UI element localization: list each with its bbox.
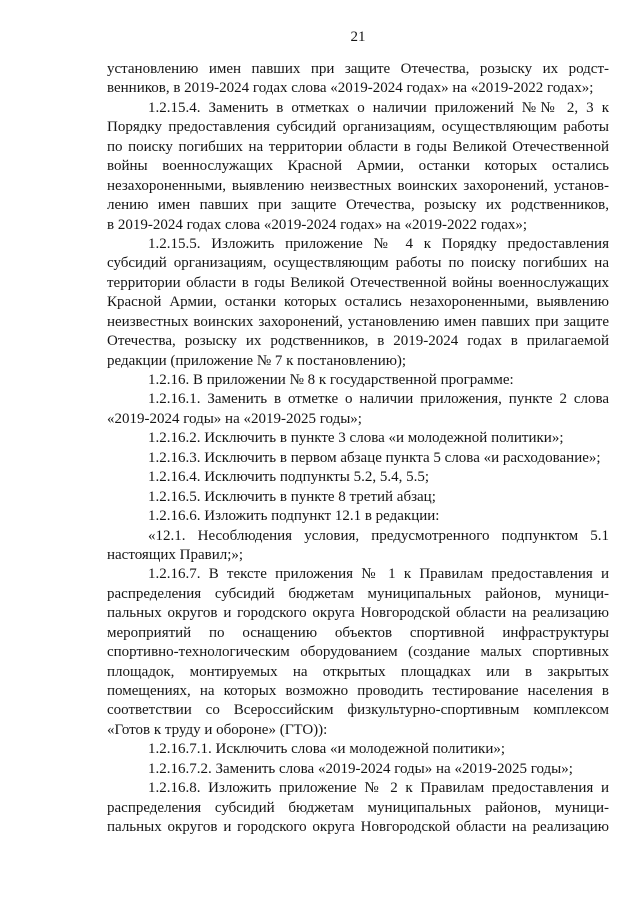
text-line: «2019-2024 годы» на «2019-2025 годы»; <box>107 410 362 427</box>
text-line: 1.2.16.7. В тексте приложения № 1 к Правилам предоставления и <box>148 566 609 583</box>
text-line: территории области в годы Великой Отечественной войны военнослужащих <box>107 274 609 291</box>
text-line: по поиску погибших на территории области в годы Великой Отечественной <box>107 138 609 155</box>
text-line: неизвестных воинских захоронений, установлению имен павших при защите <box>107 313 609 330</box>
text-line: незахороненными, выявлению неизвестных воинских захоронений, установ- <box>107 177 609 194</box>
paragraph <box>107 235 609 371</box>
page-number: 21 <box>350 29 366 45</box>
text-line: 1.2.16.3. Исключить в первом абзаце пункта 5 слова «и расходование»; <box>148 449 601 466</box>
paragraph <box>107 390 609 429</box>
text-line: установлению имен павших при защите Отечества, розыску их родст- <box>107 61 609 77</box>
text-line: 1.2.16.8. Изложить приложение № 2 к Правилам предоставления и <box>148 780 609 797</box>
text-line: настоящих Правил;»; <box>107 546 244 563</box>
paragraph <box>107 449 609 468</box>
paragraph <box>107 468 609 487</box>
text-line: 1.2.16.1. Заменить в отметке о наличии приложения, пункте 2 слова <box>148 391 609 408</box>
text-line: помещениях, на которых возможно проводить тестирование населения в <box>107 683 609 699</box>
text-line: 1.2.16.6. Изложить подпункт 12.1 в редакции: <box>148 508 440 525</box>
text-line: «12.1. Несоблюдения условия, предусмотренного подпунктом 5.1 <box>148 527 609 544</box>
text-line: Отечества, розыску их родственников, в 2019-2024 годах в прилагаемой <box>107 333 609 350</box>
text-line: 1.2.16.5. Исключить в пункте 8 третий абзац; <box>148 488 436 505</box>
text-line: 1.2.16.7.2. Заменить слова «2019-2024 годы» на «2019-2025 годы»; <box>148 760 573 777</box>
paragraph-continuation <box>107 60 609 99</box>
text-line: венников, в 2019-2024 годах слова «2019-2024 годах» на «2019-2022 годах»; <box>107 80 594 97</box>
text-line: спортивно-технологическим оборудованием (создание малых спортивных <box>107 644 609 661</box>
text-line: Порядку предоставления субсидий организациям, осуществляющим работы <box>107 119 609 136</box>
paragraph <box>107 760 609 779</box>
text-line: 1.2.16.2. Исключить в пункте 3 слова «и молодежной политики»; <box>148 430 564 447</box>
paragraph <box>107 99 609 235</box>
text-line: «Готов к труду и обороне» (ГТО)): <box>107 721 328 738</box>
paragraph <box>107 565 609 740</box>
text-line: соответствии со Всероссийским физкультурно-спортивным комплексом <box>107 702 609 719</box>
paragraph <box>107 740 609 759</box>
text-line: 1.2.16. В приложении № 8 к государственной программе: <box>148 372 514 388</box>
text-line: площадок, монтируемых на открытых площадках или в закрытых <box>107 663 609 680</box>
paragraph <box>107 429 609 448</box>
document-body <box>107 60 609 838</box>
text-line: 1.2.15.5. Изложить приложение № 4 к Порядку предоставления <box>148 235 609 252</box>
text-line: пальных округов и городского округа Новгородской области на реализацию <box>107 605 609 622</box>
text-line: распределения субсидий бюджетам муниципальных районов, муници- <box>107 799 609 816</box>
text-line: распределения субсидий бюджетам муниципальных районов, муници- <box>107 585 609 602</box>
text-line: в 2019-2024 годах слова «2019-2024 годах» на «2019-2022 годах»; <box>107 216 528 233</box>
paragraph <box>107 488 609 507</box>
text-line: субсидий организациям, осуществляющим работы по поиску погибших на <box>107 255 609 272</box>
text-line: 1.2.16.7.1. Исключить слова «и молодежной политики»; <box>148 741 506 758</box>
text-line: Красной Армии, останки которых остались незахороненными, выявлению <box>107 294 609 311</box>
text-line: пальных округов и городского округа Новгородской области на реализацию <box>107 819 609 836</box>
text-line: лению имен павших при защите Отечества, розыску их родственников, <box>107 197 609 214</box>
paragraph <box>107 507 609 526</box>
text-line: 1.2.16.4. Исключить подпункты 5.2, 5.4, 5.5; <box>148 469 430 486</box>
paragraph <box>107 527 609 566</box>
text-line: мероприятий по оснащению объектов спортивной инфраструктуры <box>107 624 609 641</box>
paragraph <box>107 371 609 390</box>
text-line: 1.2.15.4. Заменить в отметках о наличии приложений №№ 2, 3 к <box>148 99 609 116</box>
paragraph <box>107 779 609 837</box>
text-line: войны военнослужащих Красной Армии, останки которых остались <box>107 158 609 175</box>
text-line: редакции (приложение № 7 к постановлению); <box>107 352 407 369</box>
